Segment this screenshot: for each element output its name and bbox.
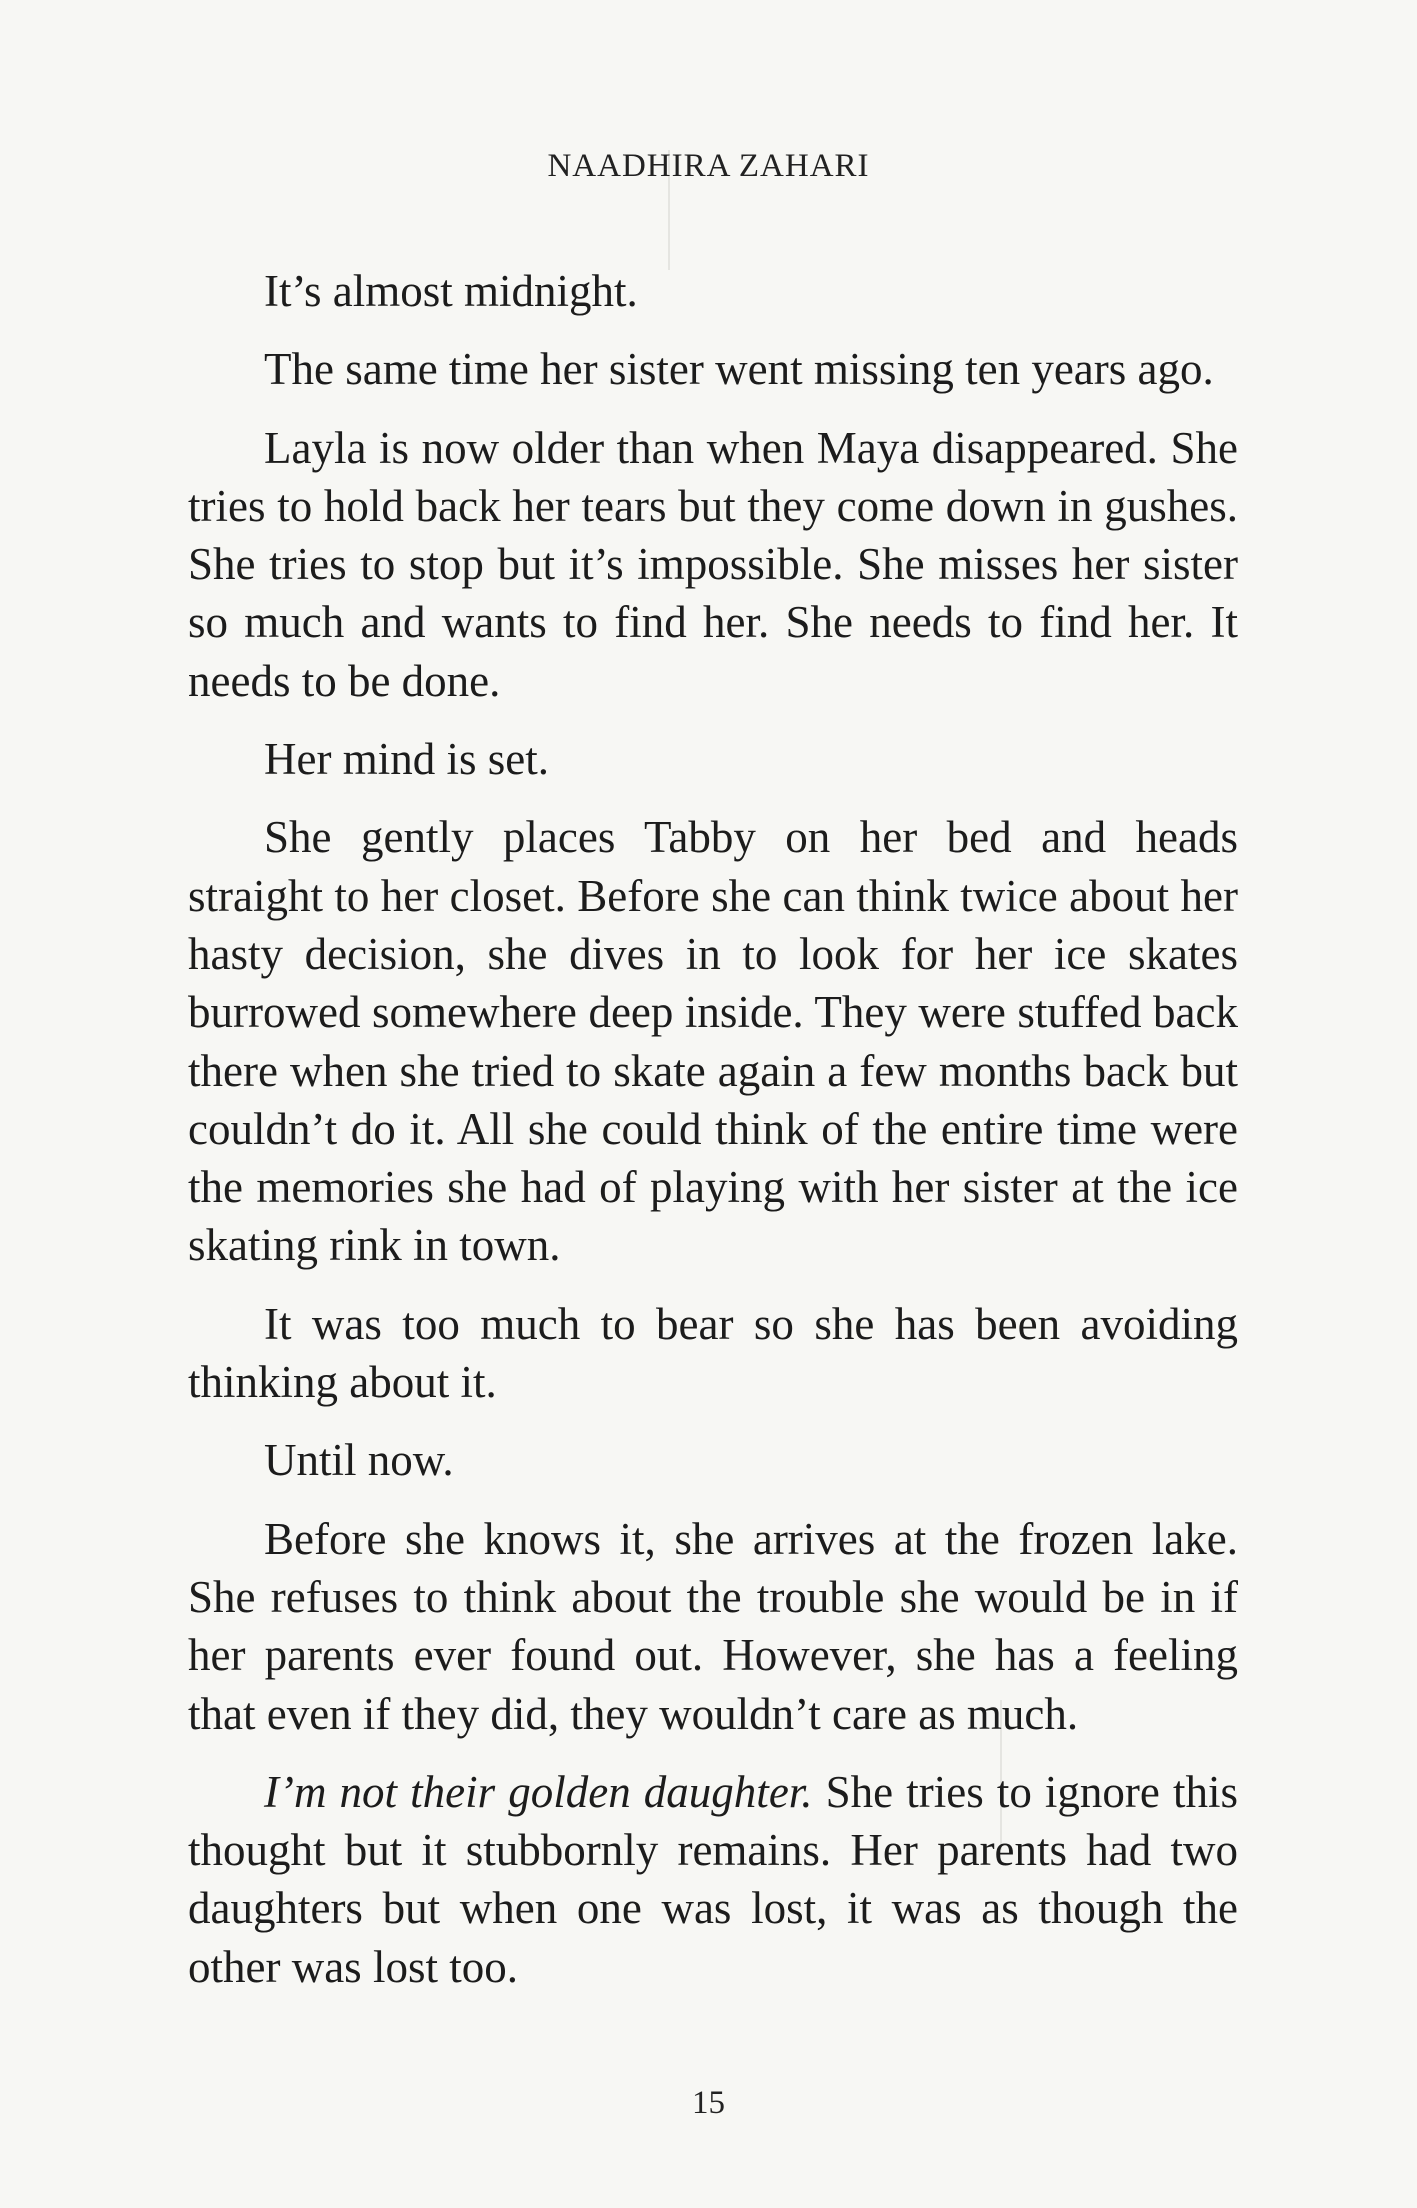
- body-text: [188, 262, 1238, 2016]
- paragraph: Until now.: [264, 1435, 454, 1486]
- italic-thought: I’m not their golden daughter.: [264, 1766, 813, 1817]
- paragraph: It was too much to bear so she has been avoiding thinking about it.: [188, 1298, 1238, 1408]
- paragraph: Before she knows it, she arrives at the frozen lake. She refuses to think about the trouble she would be in if her parents ever found out. However, she has a feeling that even if they did, they wouldn’t care as much.: [188, 1513, 1238, 1739]
- paragraph: She gently places Tabby on her bed and heads straight to her closet. Before she can think twice about her hasty decision, she dives in to look for her ice skates burrowed somewhere deep inside. They were stuffed back there when she tried to skate again a few months back but couldn’t do it. All she could think of the entire time were the memories she had of playing with her sister at the ice skating rink in town.: [188, 812, 1238, 1271]
- running-head-author: NAADHIRA ZAHARI: [547, 148, 870, 184]
- paragraph: The same time her sister went missing ten years ago.: [264, 344, 1214, 395]
- paragraph-remainder: She tries to ignore this thought but it stubbornly remains. Her parents had two daughters but when one was lost, it was as though the other was lost too.: [188, 1766, 1238, 1992]
- paragraph: Layla is now older than when Maya disappeared. She tries to hold back her tears but they come down in gushes. She tries to stop but it’s impossible. She misses her sister so much and wants to find her. She needs to find her. It needs to be done.: [188, 422, 1238, 706]
- paragraph: It’s almost midnight.: [264, 266, 638, 316]
- paragraph-with-italic-thought: [188, 1763, 1238, 1996]
- paragraph: Her mind is set.: [264, 734, 549, 785]
- page-number: 15: [692, 2085, 725, 2121]
